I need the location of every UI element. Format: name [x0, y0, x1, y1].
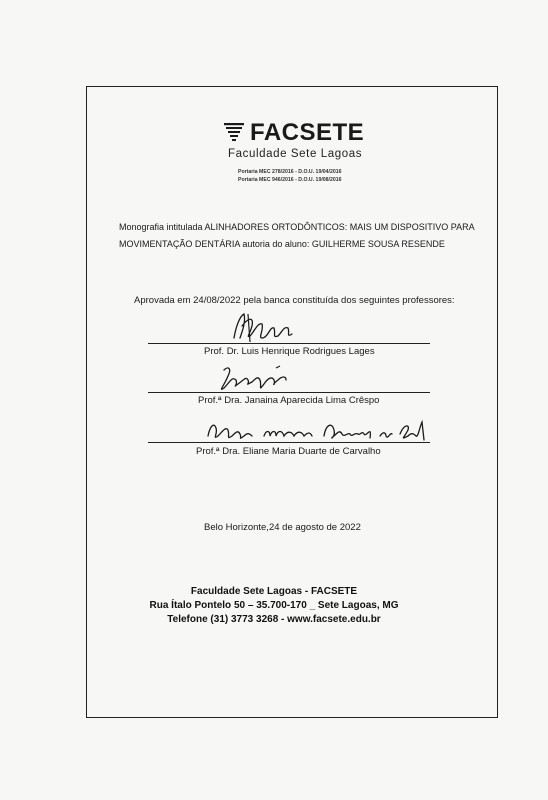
professor-1-name: Prof. Dr. Luis Henrique Rodrigues Lages: [204, 346, 375, 357]
signature-line-1: [148, 343, 430, 344]
portaria-line-2: Portaria MEC 946/2016 - D.O.U. 19/08/2016: [238, 177, 342, 183]
professor-3-name: Prof.ª Dra. Eliane Maria Duarte de Carvalho: [196, 446, 381, 457]
footer-institution: Faculdade Sete Lagoas - FACSETE: [190, 586, 358, 597]
signature-line-3: [148, 442, 430, 443]
monografia-line-2: MOVIMENTAÇÃO DENTÁRIA autoria do aluno: GUILHERME SOUSA RESENDE: [119, 239, 445, 249]
signature-line-2: [148, 392, 430, 393]
footer-address: Rua Ítalo Pontelo 50 – 35.700-170 _ Sete Lagoas, MG: [149, 600, 399, 611]
signature-2: [214, 362, 294, 396]
portaria-line-1: Portaria MEC 278/2016 - D.O.U. 19/04/2016: [238, 169, 342, 175]
monografia-line-1: Monografia intitulada ALINHADORES ORTODÔNTICOS: MAIS UM DISPOSITIVO PARA: [119, 222, 475, 232]
place-date: Belo Horizonte,24 de agosto de 2022: [204, 522, 361, 533]
approval-statement: Aprovada em 24/08/2022 pela banca constituída dos seguintes professores:: [134, 295, 455, 306]
brand-subtitle: Faculdade Sete Lagoas: [228, 148, 363, 160]
facsete-logo-mark-icon: [222, 122, 246, 144]
footer-contact: Telefone (31) 3773 3268 - www.facsete.edu.br: [167, 614, 381, 625]
professor-2-name: Prof.ª Dra. Janaina Aparecida Lima Crêspo: [198, 395, 380, 406]
brand-name: FACSETE: [250, 119, 365, 146]
signature-1: [228, 308, 300, 348]
